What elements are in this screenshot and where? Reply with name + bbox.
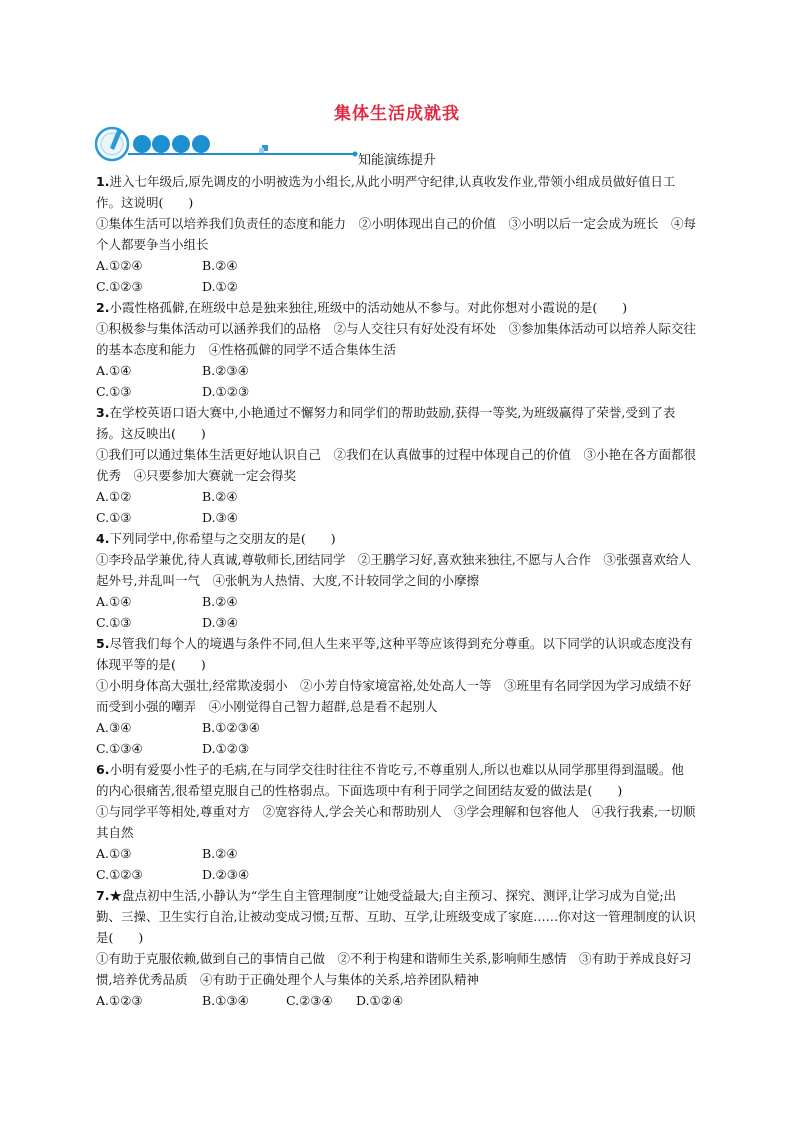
option-d: D.①②③ bbox=[202, 741, 250, 756]
question-number: 7. bbox=[96, 888, 110, 903]
option-d: D.①②③ bbox=[202, 384, 250, 399]
option-c: C.①②③ bbox=[96, 279, 143, 294]
question bbox=[96, 171, 696, 297]
option-c: C.①③ bbox=[96, 384, 132, 399]
banner-endpoint bbox=[353, 152, 358, 157]
question-stem: 下列同学中,你希望与之交朋友的是( ) bbox=[109, 531, 336, 546]
option-b: B.②④ bbox=[202, 489, 238, 504]
question-statements: ①与同学平等相处,尊重对方 ②宽容待人,学会关心和帮助别人 ③学会理解和包容他人 ④我行我素,一切顺其自然 bbox=[96, 804, 696, 840]
option-d: D.③④ bbox=[202, 510, 238, 525]
option-b: B.②④ bbox=[202, 846, 238, 861]
option-c: C.①③ bbox=[96, 510, 132, 525]
question bbox=[96, 297, 696, 402]
option-d: D.②③④ bbox=[202, 867, 250, 882]
option-c: C.①③ bbox=[96, 615, 132, 630]
question-number: 2. bbox=[96, 300, 110, 315]
question-list bbox=[96, 171, 696, 1011]
question-statements: ①集体生活可以培养我们负责任的态度和能力 ②小明体现出自己的价值 ③小明以后一定会成为班长 ④每个人都要争当小组长 bbox=[96, 216, 697, 252]
question-stem: 在学校英语口语大赛中,小艳通过不懈努力和同学们的帮助鼓励,获得一等奖,为班级赢得了荣誉,受到了表扬。这反映出( ) bbox=[96, 405, 676, 441]
option-b: B.②④ bbox=[202, 258, 238, 273]
option-a: A.①④ bbox=[96, 363, 132, 378]
page-title: 集体生活成就我 bbox=[334, 104, 460, 124]
question bbox=[96, 633, 696, 759]
option-c: C.①②③ bbox=[96, 867, 143, 882]
section-label: 知能演练提升 bbox=[358, 153, 437, 168]
option-a: A.①② bbox=[96, 489, 132, 504]
option-a: A.①③ bbox=[96, 846, 132, 861]
option-b: B.①②③④ bbox=[202, 720, 260, 735]
option-a: A.①②③ bbox=[96, 993, 143, 1008]
banner-dot bbox=[172, 135, 190, 153]
banner-dot bbox=[133, 135, 151, 153]
question-number: 4. bbox=[96, 531, 110, 546]
question-statements: ①积极参与集体活动可以涵养我们的品格 ②与人交往只有好处没有坏处 ③参加集体活动可以培养人际交往的基本态度和能力 ④性格孤僻的同学不适合集体生活 bbox=[96, 321, 697, 357]
question bbox=[96, 528, 696, 633]
option-b: B.①③④ bbox=[202, 993, 249, 1008]
option-a: A.①④ bbox=[96, 594, 132, 609]
question bbox=[96, 759, 696, 885]
option-b: B.②④ bbox=[202, 594, 238, 609]
question-statements: ①我们可以通过集体生活更好地认识自己 ②我们在认真做事的过程中体现自己的价值 ③小艳在各方面都很优秀 ④只要参加大赛就一定会得奖 bbox=[96, 447, 697, 483]
question bbox=[96, 885, 696, 1011]
option-d: D.①②④ bbox=[356, 993, 404, 1008]
banner-dot bbox=[152, 135, 170, 153]
option-d: D.③④ bbox=[202, 615, 238, 630]
question-statements: ①李玲品学兼优,待人真诚,尊敬师长,团结同学 ②王鹏学习好,喜欢独来独往,不愿与人合作 ③张强喜欢给人起外号,并乱叫一气 ④张帆为人热情、大度,不计较同学之间的小摩擦 bbox=[96, 552, 691, 588]
question-stem: 尽管我们每个人的境遇与条件不同,但人生来平等,这种平等应该得到充分尊重。以下同学的认识或态度没有体现平等的是( ) bbox=[96, 636, 693, 672]
option-b: B.②③④ bbox=[202, 363, 249, 378]
question-number: 5. bbox=[96, 636, 110, 651]
option-d: D.①② bbox=[202, 279, 238, 294]
question-number: 6. bbox=[96, 762, 110, 777]
question-stem: 小明有爱耍小性子的毛病,在与同学交往时往往不肯吃亏,不尊重别人,所以也难以从同学那里得到温暖。他的内心很痛苦,很希望克服自己的性格弱点。下面选项中有利于同学之间团结友爱的做法是( ) bbox=[96, 762, 684, 798]
banner-dot bbox=[192, 135, 210, 153]
question-stem: ★盘点初中生活,小静认为“学生自主管理制度”让她受益最大;自主预习、探究、测评,让学习成为自觉;出勤、三操、卫生实行自治,让被动变成习惯;互帮、互助、互学,让班级变成了家庭……你对这一管理制度的认识是( ) bbox=[96, 888, 696, 945]
question-stem: 小霞性格孤僻,在班级中总是独来独往,班级中的活动她从不参与。对此你想对小霞说的是( ) bbox=[109, 300, 628, 315]
question-number: 3. bbox=[96, 405, 110, 420]
option-c: C.①③④ bbox=[96, 741, 143, 756]
question bbox=[96, 402, 696, 528]
option-a: A.①②④ bbox=[96, 258, 143, 273]
question-statements: ①有助于克服依赖,做到自己的事情自己做 ②不利于构建和谐师生关系,影响师生感情 ③有助于养成良好习惯,培养优秀品质 ④有助于正确处理个人与集体的关系,培养团队精神 bbox=[96, 951, 692, 987]
question-stem: 进入七年级后,原先调皮的小明被选为小组长,从此小明严守纪律,认真收发作业,带领小组成员做好值日工作。这说明( ) bbox=[96, 174, 676, 210]
option-a: A.③④ bbox=[96, 720, 132, 735]
question-statements: ①小明身体高大强壮,经常欺凌弱小 ②小芳自恃家境富裕,处处高人一等 ③班里有名同学因为学习成绩不好而受到小强的嘲弄 ④小刚觉得自己智力超群,总是看不起别人 bbox=[96, 678, 692, 714]
option-c: C.②③④ bbox=[286, 993, 333, 1008]
question-number: 1. bbox=[96, 174, 110, 189]
